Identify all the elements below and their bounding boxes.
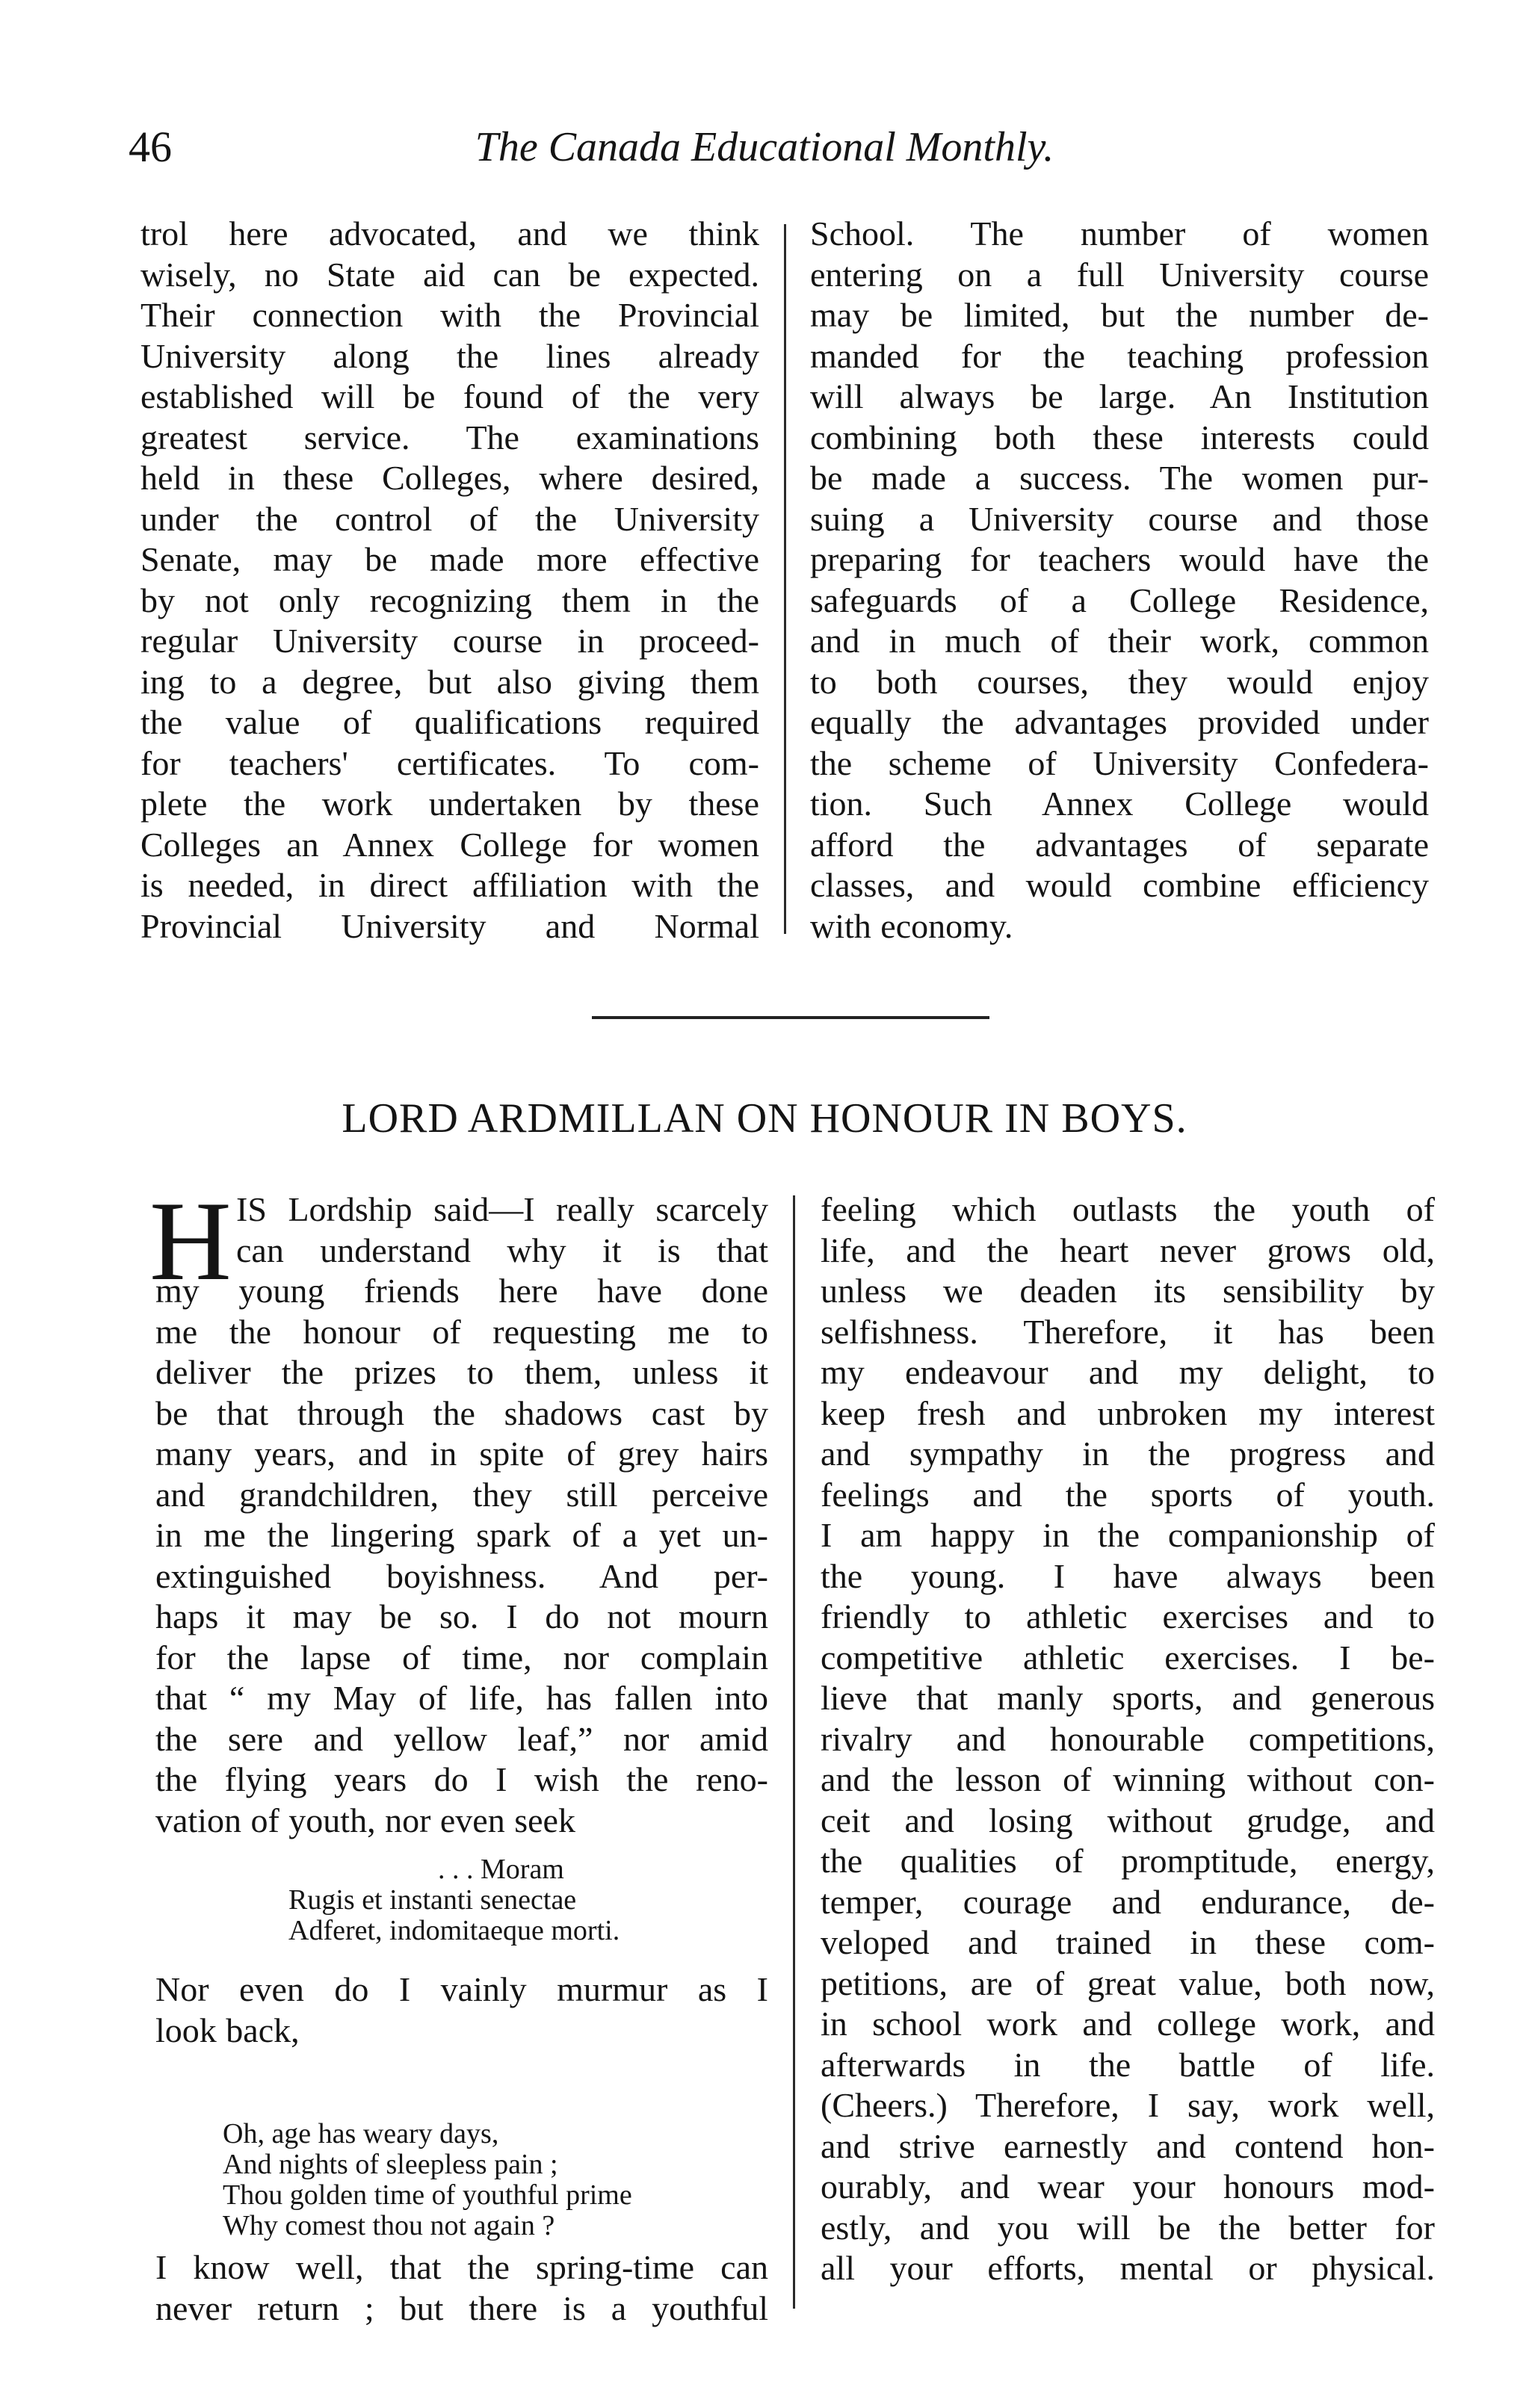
article-text-line: that “ my May of life, has fallen into xyxy=(155,1679,768,1717)
drop-cap: H xyxy=(149,1178,232,1304)
body-text-line: School. The number of women xyxy=(810,214,1429,253)
article-text-line: keep fresh and unbroken my interest xyxy=(821,1393,1435,1432)
body-text-line: University along the lines already xyxy=(140,336,759,375)
article-text-line: veloped and trained in these com- xyxy=(821,1923,1435,1961)
article-text-line: the flying years do I wish the reno- xyxy=(155,1760,768,1798)
article-text-line: in school work and college work, and xyxy=(821,2005,1435,2043)
article-text-line: never return ; but there is a youthful xyxy=(155,2288,768,2327)
article-text-line: many years, and in spite of grey hairs xyxy=(155,1434,768,1473)
body-text-line: suing a University course and those xyxy=(810,499,1429,538)
verse-quote-line: And nights of sleepless pain ; xyxy=(223,2149,558,2180)
verse-quote xyxy=(223,2119,632,2241)
body-text-line: Their connection with the Provincial xyxy=(140,296,759,334)
article-text-line: (Cheers.) Therefore, I say, work well, xyxy=(821,2086,1435,2124)
article-text-line: feelings and the sports of youth. xyxy=(821,1475,1435,1514)
body-text-line: afford the advantages of separate xyxy=(810,825,1429,864)
top-right-column xyxy=(810,214,1429,947)
article-text-line: lieve that manly sports, and generous xyxy=(821,1679,1435,1717)
body-text-line: is needed, in direct affiliation with the xyxy=(140,866,759,904)
body-text-line: the scheme of University Confedera- xyxy=(810,743,1429,782)
body-text-line: entering on a full University course xyxy=(810,255,1429,294)
body-text-line: will always be large. An Institution xyxy=(810,377,1429,415)
article-left-column-intro xyxy=(155,1189,768,1841)
latin-quote-line: Adferet, indomitaeque morti. xyxy=(288,1915,620,1946)
top-left-column xyxy=(140,214,759,947)
body-text-line: equally the advantages provided under xyxy=(810,703,1429,741)
article-text-line: the young. I have always been xyxy=(821,1556,1435,1595)
article-title: LORD ARDMILLAN ON HONOUR IN BOYS. xyxy=(342,1095,1187,1142)
article-text-line: and strive earnestly and contend hon- xyxy=(821,2126,1435,2165)
article-text-line: be that through the shadows cast by xyxy=(155,1393,768,1432)
article-text-line: estly, and you will be the better for xyxy=(821,2208,1435,2247)
body-text-line: regular University course in proceed- xyxy=(140,622,759,660)
body-text-line: manded for the teaching profession xyxy=(810,336,1429,375)
article-text-line: the qualities of promptitude, energy, xyxy=(821,1842,1435,1880)
body-text-line: trol here advocated, and we think xyxy=(140,214,759,253)
article-text-line: extinguished boyishness. And per- xyxy=(155,1556,768,1595)
body-text-line: and in much of their work, common xyxy=(810,622,1429,660)
body-text-line: plete the work undertaken by these xyxy=(140,784,759,823)
article-text-line: Nor even do I vainly murmur as I xyxy=(155,1970,768,2008)
body-text-line: safeguards of a College Residence, xyxy=(810,581,1429,619)
article-text-line: my endeavour and my delight, to xyxy=(821,1353,1435,1391)
verse-quote-line: Thou golden time of youthful prime xyxy=(223,2179,632,2211)
body-text-line: tion. Such Annex College would xyxy=(810,784,1429,823)
article-text-line: ceit and losing without grudge, and xyxy=(821,1801,1435,1839)
body-text-line: combining both these interests could xyxy=(810,418,1429,456)
body-text-line: held in these Colleges, where desired, xyxy=(140,459,759,497)
article-text-line: vation of youth, nor even seek xyxy=(155,1801,575,1839)
body-text-line: preparing for teachers would have the xyxy=(810,540,1429,578)
column-rule-article xyxy=(793,1195,795,2309)
article-text-line: petitions, are of great value, both now, xyxy=(821,1963,1435,2002)
article-text-line: I am happy in the companionship of xyxy=(821,1516,1435,1554)
article-text-line: for the lapse of time, nor complain xyxy=(155,1638,768,1677)
article-text-line: IS Lordship said—I really scarcely xyxy=(236,1190,768,1228)
article-text-line: look back, xyxy=(155,2011,300,2049)
article-text-line: competitive athletic exercises. I be- xyxy=(821,1638,1435,1677)
article-text-line: and sympathy in the progress and xyxy=(821,1434,1435,1473)
article-text-line: and grandchildren, they still perceive xyxy=(155,1475,768,1514)
verse-quote-line: Why comest thou not again ? xyxy=(223,2210,555,2241)
article-right-column xyxy=(821,1189,1435,2289)
body-text-line: the value of qualifications required xyxy=(140,703,759,741)
body-text-line: Senate, may be made more effective xyxy=(140,540,759,578)
article-left-column-end xyxy=(155,2247,768,2329)
article-text-line: life, and the heart never grows old, xyxy=(821,1231,1435,1269)
article-text-line: the sere and yellow leaf,” nor amid xyxy=(155,1719,768,1758)
column-rule-top xyxy=(784,224,786,934)
body-text-line: may be limited, but the number de- xyxy=(810,296,1429,334)
body-text-line: by not only recognizing them in the xyxy=(140,581,759,619)
article-text-line: temper, courage and endurance, de- xyxy=(821,1882,1435,1921)
body-text-line: Provincial University and Normal xyxy=(140,906,759,945)
page-number: 46 xyxy=(129,123,172,171)
article-text-line: I know well, that the spring-time can xyxy=(155,2248,768,2286)
running-title: The Canada Educational Monthly. xyxy=(475,124,1054,170)
latin-quote xyxy=(288,1854,620,1946)
body-text-line: established will be found of the very xyxy=(140,377,759,415)
body-text-line: Colleges an Annex College for women xyxy=(140,825,759,864)
body-text-line: ing to a degree, but also giving them xyxy=(140,662,759,701)
article-text-line: rivalry and honourable competitions, xyxy=(821,1719,1435,1758)
body-text-line: classes, and would combine efficiency xyxy=(810,866,1429,904)
article-text-line: ourably, and wear your honours mod- xyxy=(821,2167,1435,2206)
article-text-line: and the lesson of winning without con- xyxy=(821,1760,1435,1798)
article-text-line: feeling which outlasts the youth of xyxy=(821,1190,1435,1228)
article-text-line: me the honour of requesting me to xyxy=(155,1312,768,1351)
body-text-line: under the control of the University xyxy=(140,499,759,538)
article-text-line: in me the lingering spark of a yet un- xyxy=(155,1516,768,1554)
article-text-line: all your efforts, mental or physical. xyxy=(821,2249,1435,2287)
article-text-line: my young friends here have done xyxy=(155,1272,768,1310)
body-text-line: with economy. xyxy=(810,906,1013,945)
body-text-line: greatest service. The examinations xyxy=(140,418,759,456)
article-text-line: afterwards in the battle of life. xyxy=(821,2045,1435,2084)
article-left-column-mid xyxy=(155,1969,768,2051)
latin-quote-line: Rugis et instanti senectae xyxy=(288,1884,577,1916)
latin-quote-line: . . . Moram xyxy=(438,1854,564,1885)
section-divider xyxy=(592,1016,989,1019)
article-text-line: haps it may be so. I do not mourn xyxy=(155,1597,768,1635)
body-text-line: be made a success. The women pur- xyxy=(810,459,1429,497)
body-text-line: to both courses, they would enjoy xyxy=(810,662,1429,701)
article-text-line: friendly to athletic exercises and to xyxy=(821,1597,1435,1635)
article-text-line: selfishness. Therefore, it has been xyxy=(821,1312,1435,1351)
article-text-line: unless we deaden its sensibility by xyxy=(821,1272,1435,1310)
body-text-line: for teachers' certificates. To com- xyxy=(140,743,759,782)
article-text-line: can understand why it is that xyxy=(236,1231,768,1269)
verse-quote-line: Oh, age has weary days, xyxy=(223,2118,499,2149)
article-text-line: deliver the prizes to them, unless it xyxy=(155,1353,768,1391)
body-text-line: wisely, no State aid can be expected. xyxy=(140,255,759,294)
